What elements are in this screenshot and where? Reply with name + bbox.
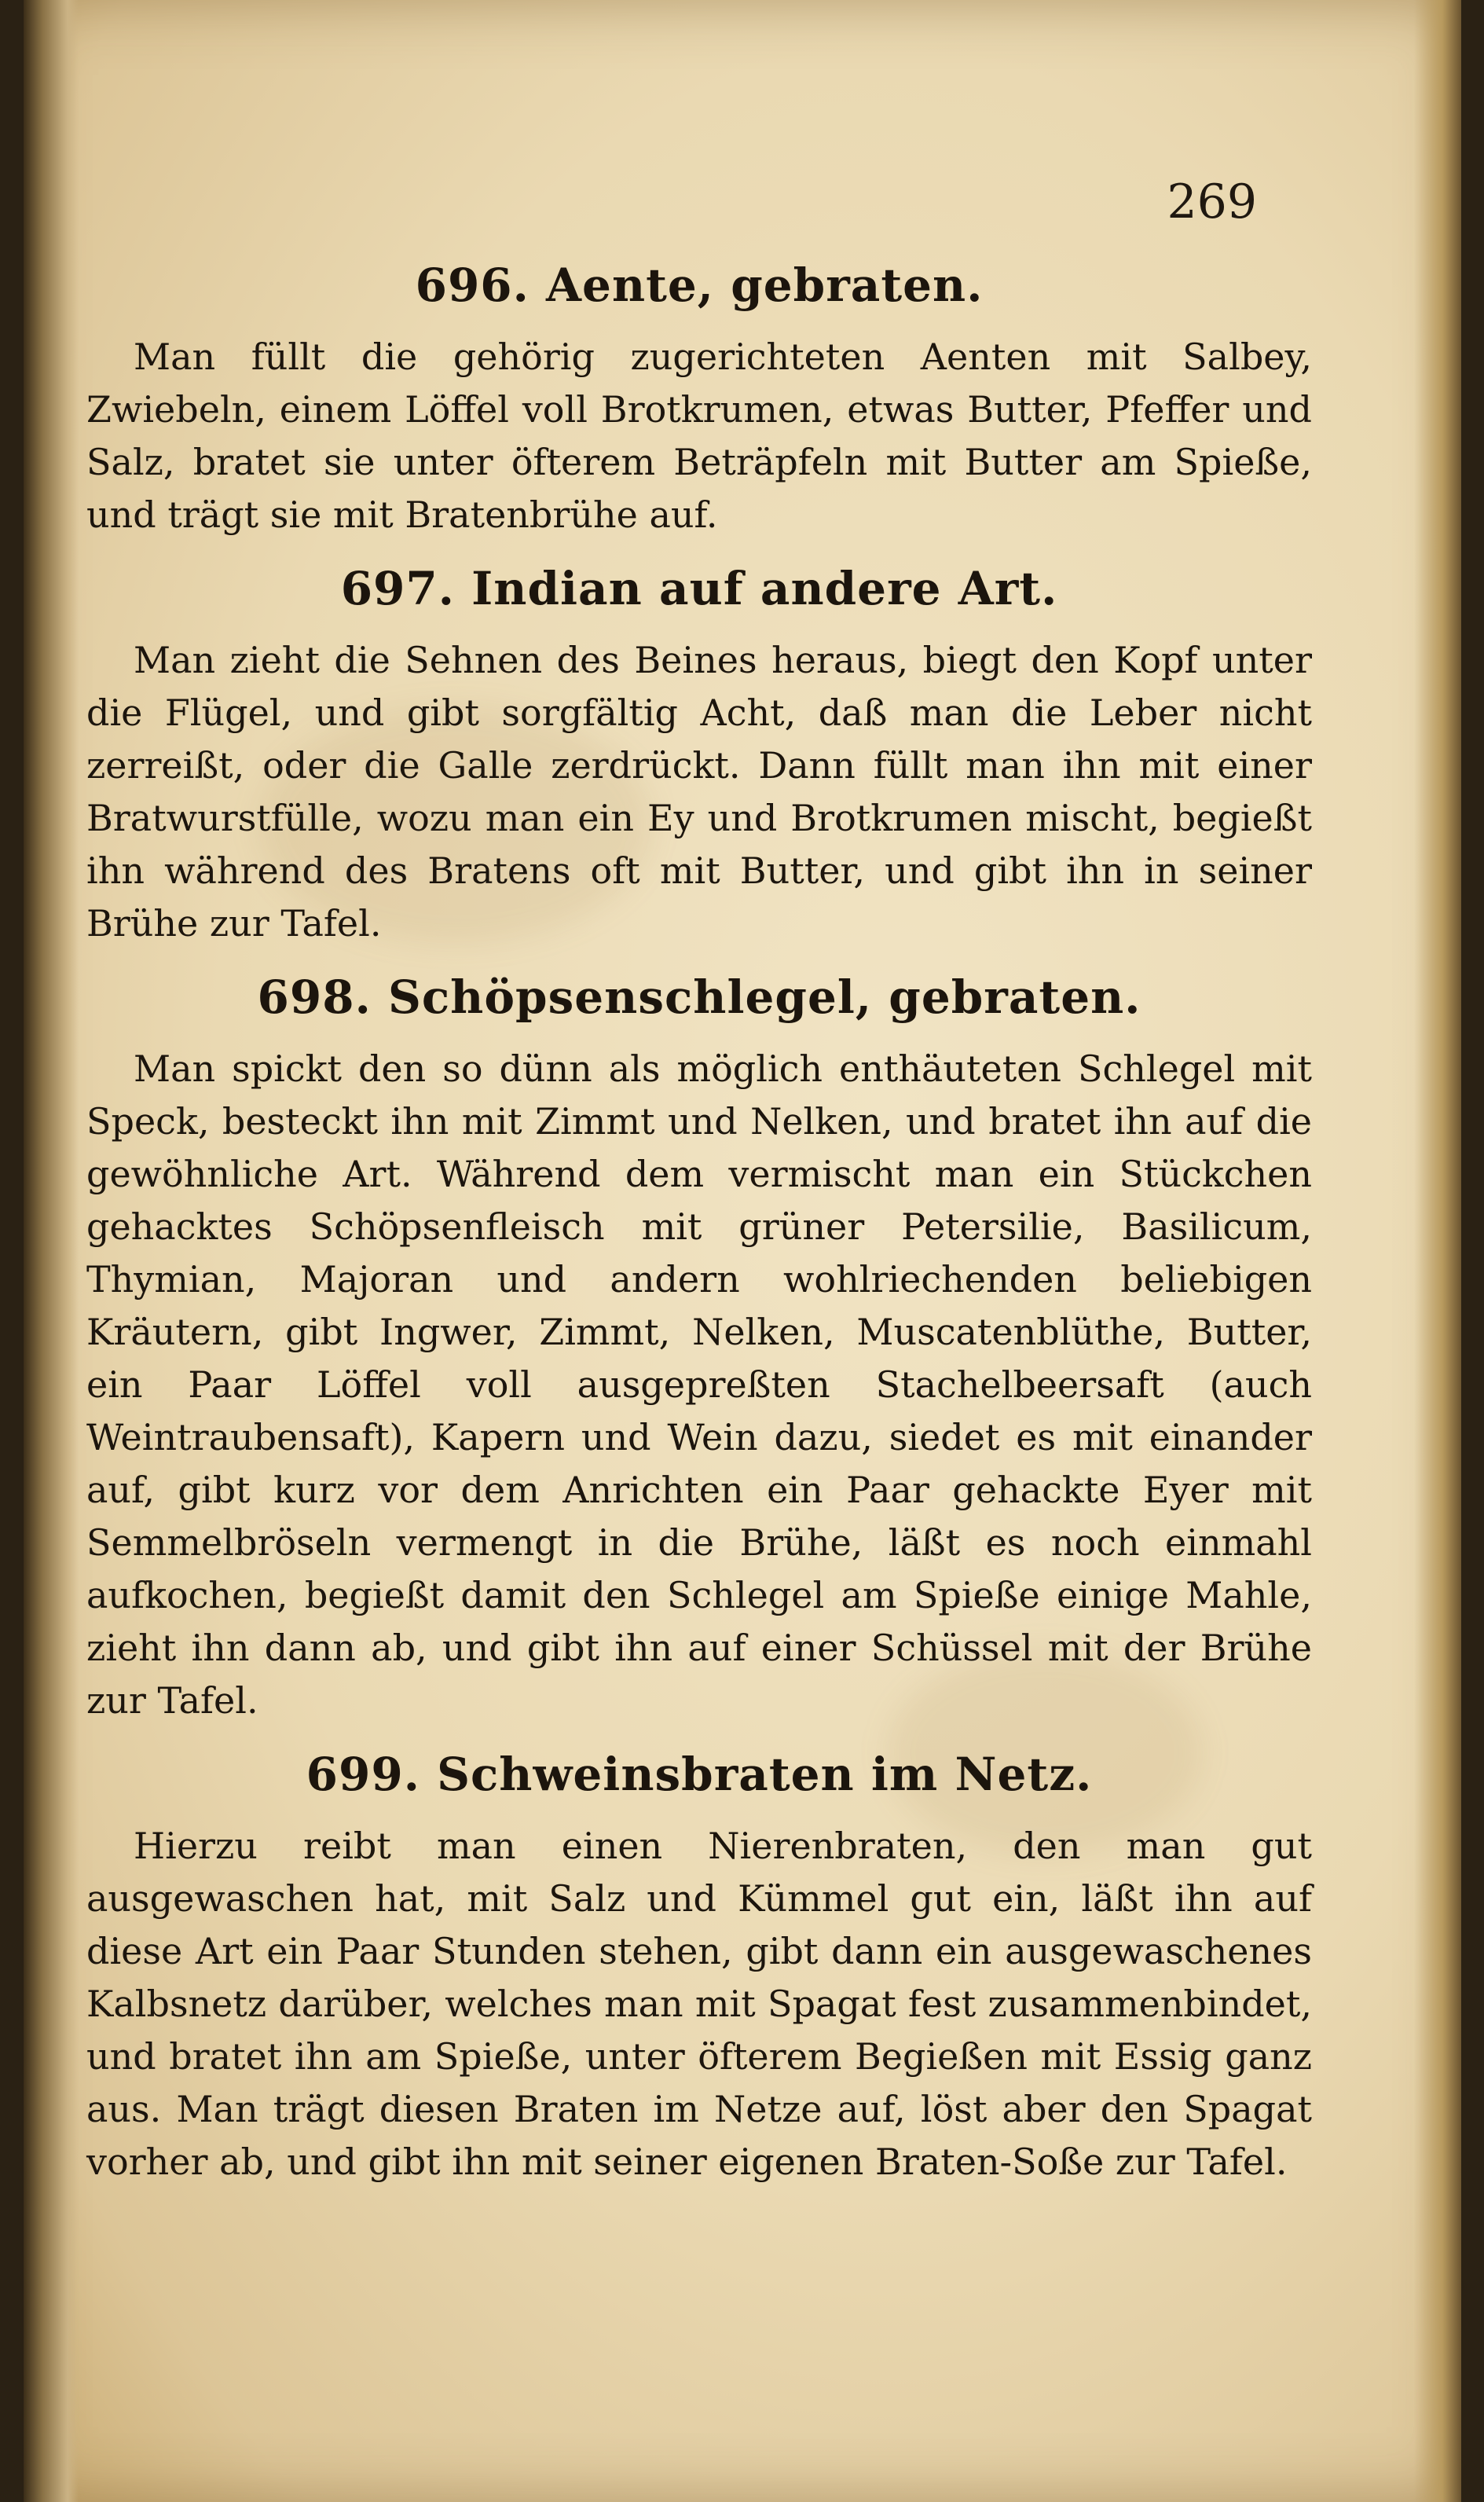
recipe-heading: 697. Indian auf andere Art. xyxy=(340,562,1058,615)
recipe-text: Man zieht die Sehnen des Beines heraus, biegt den Kopf unter die Flügel, und gibt sorgfältig Acht, daß man die Leber nicht zerreißt, oder die Galle zerdrückt. Dann füllt man ihn mit einer Bratwurstfülle, wozu man ein Ey und Brotkrumen mischt, begießt ihn während des Bratens oft mit Butter, und gibt ihn in seiner Brühe zur Tafel. xyxy=(86,639,1312,945)
recipe-text: Man spickt den so dünn als möglich enthäuteten Schlegel mit Speck, besteckt ihn mit Zimmt und Nelken, und bratet ihn auf die gewöhnliche Art. Während dem vermischt man ein Stückchen gehacktes Schöpsenfleisch mit grüner Petersilie, Basilicum, Thymian, Majoran und andern wohlriechenden beliebigen Kräutern, gibt Ingwer, Zimmt, Nelken, Muscatenblüthe, Butter, ein Paar Löffel voll ausgepreßten Stachelbeersaft (auch Weintraubensaft), Kapern und Wein dazu, siedet es mit einander auf, gibt kurz vor dem Anrichten ein Paar gehackte Eyer mit Semmelbröseln vermengt in die Brühe, läßt es noch einmahl aufkochen, begießt damit den Schlegel am Spieße einige Mahle, zieht ihn dann ab, und gibt ihn auf einer Schüssel mit der Brühe zur Tafel. xyxy=(86,1047,1312,1722)
recipe-heading: 696. Aente, gebraten. xyxy=(415,259,984,312)
recipe-heading: 698. Schöpsenschlegel, gebraten. xyxy=(257,970,1141,1024)
page-number: 269 xyxy=(1167,174,1257,229)
recipe-text: Man füllt die gehörig zugerichteten Aenten mit Salbey, Zwiebeln, einem Löffel voll Brotkrumen, etwas Butter, Pfeffer und Salz, bratet sie unter öfterem Beträpfeln mit Butter am Spieße, und trägt sie mit Bratenbrühe auf. xyxy=(86,336,1312,536)
book-page xyxy=(24,0,1461,2502)
book-spine xyxy=(24,0,79,2502)
page-text xyxy=(86,173,1312,2206)
recipe-heading: 699. Schweinsbraten im Netz. xyxy=(306,1748,1093,1801)
page-edge xyxy=(1414,0,1461,2502)
recipe-text: Hierzu reibt man einen Nierenbraten, den man gut ausgewaschen hat, mit Salz und Kümmel gut ein, läßt ihn auf diese Art ein Paar Stunden stehen, gibt dann ein ausgewaschenes Kalbsnetz darüber, welches man mit Spagat fest zusammenbindet, und bratet ihn am Spieße, unter öfterem Begießen mit Essig ganz aus. Man trägt diesen Braten im Netze auf, löst aber den Spagat vorher ab, und gibt ihn mit seiner eigenen Braten-Soße zur Tafel. xyxy=(86,1825,1312,2183)
